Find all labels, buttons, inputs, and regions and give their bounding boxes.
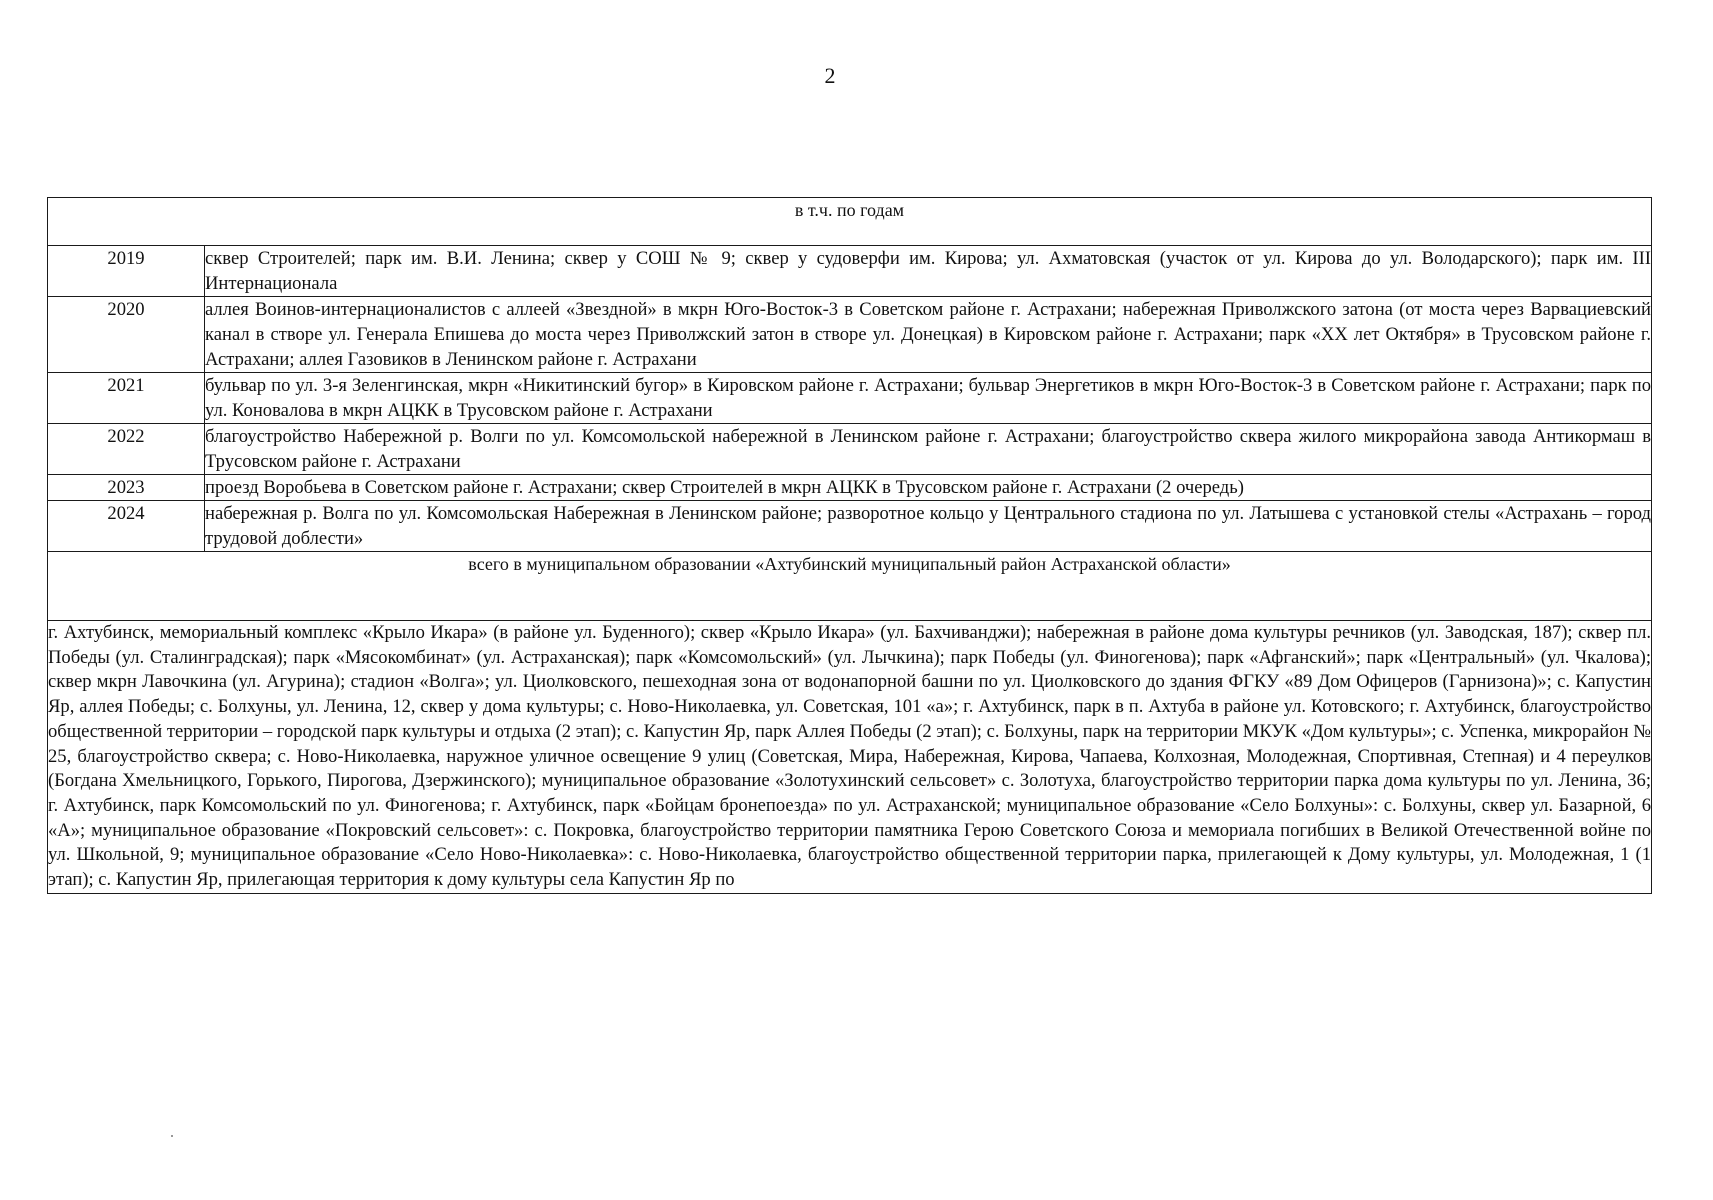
year-cell: 2022 [48, 424, 205, 475]
year-cell: 2023 [48, 475, 205, 501]
total-objects-cell: г. Ахтубинск, мемориальный комплекс «Крыло Икара» (в районе ул. Буденного); сквер «Крыло Икара» (ул. Бахчиванджи); набережная в районе дома культуры речников (ул. Заводская, 187); сквер пл. Победы (ул. Сталинградская); парк «Мясокомбинат» (ул. Астраханская); парк «Комсомольский» (ул. Лычкина); парк Победы (ул. Финогенова); парк «Афганский»; парк «Центральный» (ул. Чкалова); сквер мкрн Лавочкина (ул. Агурина); стадион «Волга»; ул. Циолковского, пешеходная зона от водонапорной башни по ул. Циолковского до здания ФГКУ «89 Дом Офицеров (Гарнизона)»; с. Капустин Яр, аллея Победы; с. Болхуны, ул. Ленина, 12, сквер у дома культуры; с. Ново-Николаевка, ул. Советская, 101 «а»; г. Ахтубинск, парк в п. Ахтуба в районе ул. Котовского; г. Ахтубинск, благоустройство общественной территории – городской парк культуры и отдыха (2 этап); с. Капустин Яр, парк Аллея Победы (2 этап); с. Болхуны, парк на территории МКУК «Дом культуры»; с. Успенка, микрорайон № 25, благоустройство сквера; с. Ново-Николаевка, наружное уличное освещение 9 улиц (Советская, Мира, Набережная, Кирова, Чапаева, Колхозная, Молодежная, Спортивная, Степная) и 4 переулков (Богдана Хмельницкого, Горького, Пирогова, Дзержинского); муниципальное образование «Золотухинский сельсовет» с. Золотуха, благоустройство территории парка дома культуры по ул. Ленина, 36; г. Ахтубинск, парк Комсомольский по ул. Финогенова; г. Ахтубинск, парк «Бойцам бронепоезда» по ул. Астраханской; муниципальное образование «Село Болхуны»: с. Болхуны, сквер ул. Базарной, 6 «А»; муниципальное образование «Покровский сельсовет»: с. Покровка, благоустройство территории памятника Герою Советского Союза и мемориала погибших в Великой Отечественной войне по ул. Школьной, 9; муниципальное образование «Село Ново-Николаевка»: с. Ново-Николаевка, благоустройство общественной территории парка, прилегающей к Дому культуры, ул. Молодежная, 1 (1 этап); с. Капустин Яр, прилегающая территория к дому культуры села Капустин Яр по [48, 621, 1652, 894]
year-cell: 2019 [48, 246, 205, 297]
objects-cell: проезд Воробьева в Советском районе г. Астрахани; сквер Строителей в мкрн АЦКК в Трусовском районе г. Астрахани (2 очередь) [205, 475, 1652, 501]
years-header: в т.ч. по годам [48, 198, 1652, 246]
objects-cell: бульвар по ул. 3-я Зеленгинская, мкрн «Никитинский бугор» в Кировском районе г. Астрахани; бульвар Энергетиков в мкрн Юго-Восток-3 в Советском районе г. Астрахани; парк по ул. Коновалова в мкрн АЦКК в Трусовском районе г. Астрахани [205, 373, 1652, 424]
objects-cell: набережная р. Волга по ул. Комсомольская Набережная в Ленинском районе; разворотное кольцо у Центрального стадиона по ул. Латышева с установкой стелы «Астрахань – город трудовой доблести» [205, 501, 1652, 552]
year-cell: 2020 [48, 297, 205, 373]
improvement-objects-table [47, 197, 1652, 894]
year-cell: 2021 [48, 373, 205, 424]
objects-cell: благоустройство Набережной р. Волги по ул. Комсомольской набережной в Ленинском районе г. Астрахани; благоустройство сквера жилого микрорайона завода Антикормаш в Трусовском районе г. Астрахани [205, 424, 1652, 475]
total-row [48, 621, 1652, 894]
total-header: всего в муниципальном образовании «Ахтубинский муниципальный район Астраханской области» [48, 552, 1652, 621]
table-row [48, 475, 1652, 501]
table-row [48, 297, 1652, 373]
table-row [48, 246, 1652, 297]
year-cell: 2024 [48, 501, 205, 552]
objects-cell: аллея Воинов-интернационалистов с аллеей «Звездной» в мкрн Юго-Восток-3 в Советском районе г. Астрахани; набережная Приволжского затона (от моста через Варвациевский канал в створе ул. Генерала Епишева до моста через Приволжский затон в створе ул. Донецкая) в Кировском районе г. Астрахани; парк «XX лет Октября» в Трусовском районе г. Астрахани; аллея Газовиков в Ленинском районе г. Астрахани [205, 297, 1652, 373]
page-number: 2 [824, 63, 836, 88]
table-row [48, 373, 1652, 424]
years-header-row [48, 198, 1652, 246]
table-row [48, 501, 1652, 552]
objects-cell: сквер Строителей; парк им. В.И. Ленина; сквер у СОШ № 9; сквер у судоверфи им. Кирова; ул. Ахматовская (участок от ул. Кирова до ул. Володарского); парк им. III Интернационала [205, 246, 1652, 297]
scan-speck [171, 1135, 173, 1137]
table-row [48, 424, 1652, 475]
total-header-row [48, 552, 1652, 621]
